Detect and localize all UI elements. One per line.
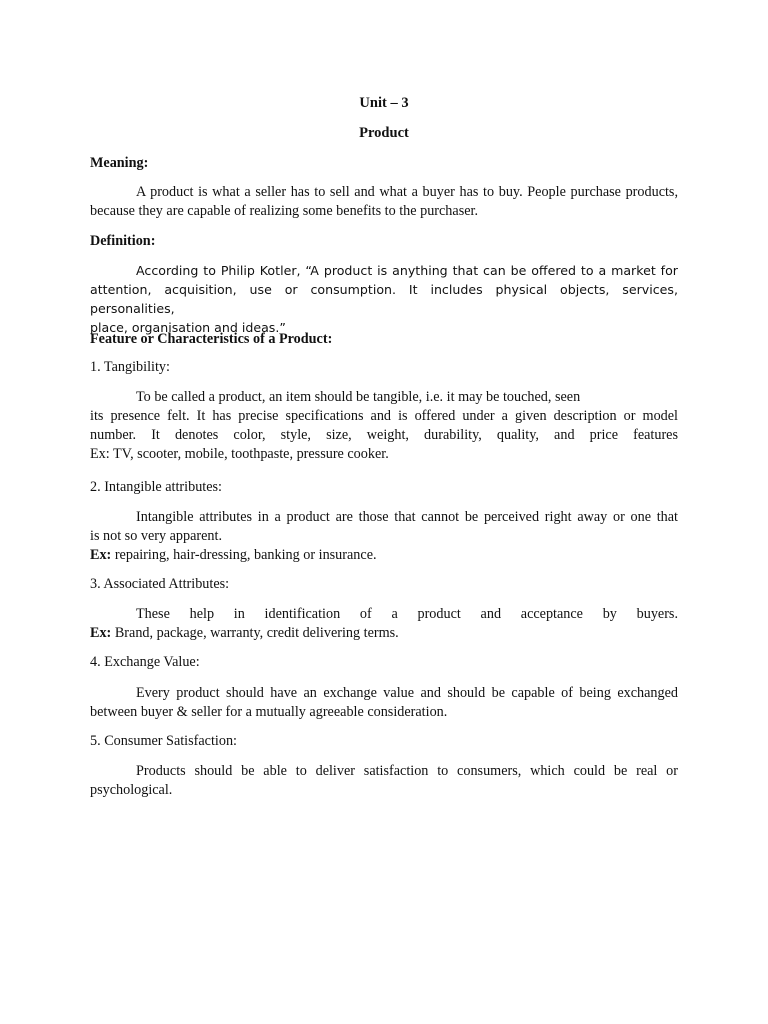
satisfaction-line: Products should be able to deliver satisfaction to consumers, which could be real or [136, 763, 678, 779]
intangible-heading: 2. Intangible attributes: [90, 479, 222, 495]
meaning-heading: Meaning: [90, 155, 149, 171]
example-text: Brand, package, warranty, credit delivering terms. [111, 625, 399, 641]
tangibility-line: To be called a product, an item should be tangible, i.e. it may be touched, seen [136, 389, 581, 405]
exchange-line: between buyer & seller for a mutually agreeable consideration. [90, 704, 448, 720]
intangible-line: is not so very apparent. [90, 528, 222, 544]
satisfaction-text [90, 762, 678, 800]
intangible-example [90, 546, 678, 565]
definition-line: attention, acquisition, use or consumption. It includes physical objects, services, personalities, [90, 282, 678, 316]
satisfaction-line: psychological. [90, 782, 173, 798]
definition-heading: Definition: [90, 233, 156, 249]
tangibility-line: Ex: TV, scooter, mobile, toothpaste, pressure cooker. [90, 446, 389, 462]
features-heading: Feature or Characteristics of a Product: [90, 331, 333, 347]
unit-title: Unit – 3 [359, 95, 409, 111]
exchange-heading: 4. Exchange Value: [90, 654, 200, 670]
tangibility-line: its presence felt. It has precise specifications and is offered under a given description or model [90, 408, 678, 424]
example-text: repairing, hair-dressing, banking or insurance. [111, 547, 377, 563]
exchange-text [90, 684, 678, 722]
example-label: Ex: [90, 625, 112, 641]
exchange-line: Every product should have an exchange value and should be capable of being exchanged [136, 685, 678, 701]
associated-line: These help in identification of a product and acceptance by buyers. [136, 606, 678, 622]
definition-line: According to Philip Kotler, “A product is anything that can be offered to a market for [136, 263, 678, 278]
tangibility-text [90, 388, 678, 464]
definition-text [90, 261, 678, 337]
intangible-line: Intangible attributes in a product are those that cannot be perceived right away or one that [136, 509, 678, 525]
page-title: Product [359, 125, 409, 141]
tangibility-line: number. It denotes color, style, size, weight, durability, quality, and price features [90, 427, 678, 443]
intangible-text [90, 508, 678, 565]
tangibility-heading: 1. Tangibility: [90, 359, 170, 375]
associated-text [90, 605, 678, 643]
definition-line: place, organisation and ideas.” [90, 320, 286, 335]
meaning-text: A product is what a seller has to sell and what a buyer has to buy. People purchase products, because they are capable of realizing some benefits to the purchaser. [90, 184, 678, 219]
example-label: Ex: [90, 547, 112, 563]
associated-heading: 3. Associated Attributes: [90, 576, 230, 592]
associated-example [90, 624, 678, 643]
satisfaction-heading: 5. Consumer Satisfaction: [90, 733, 237, 749]
